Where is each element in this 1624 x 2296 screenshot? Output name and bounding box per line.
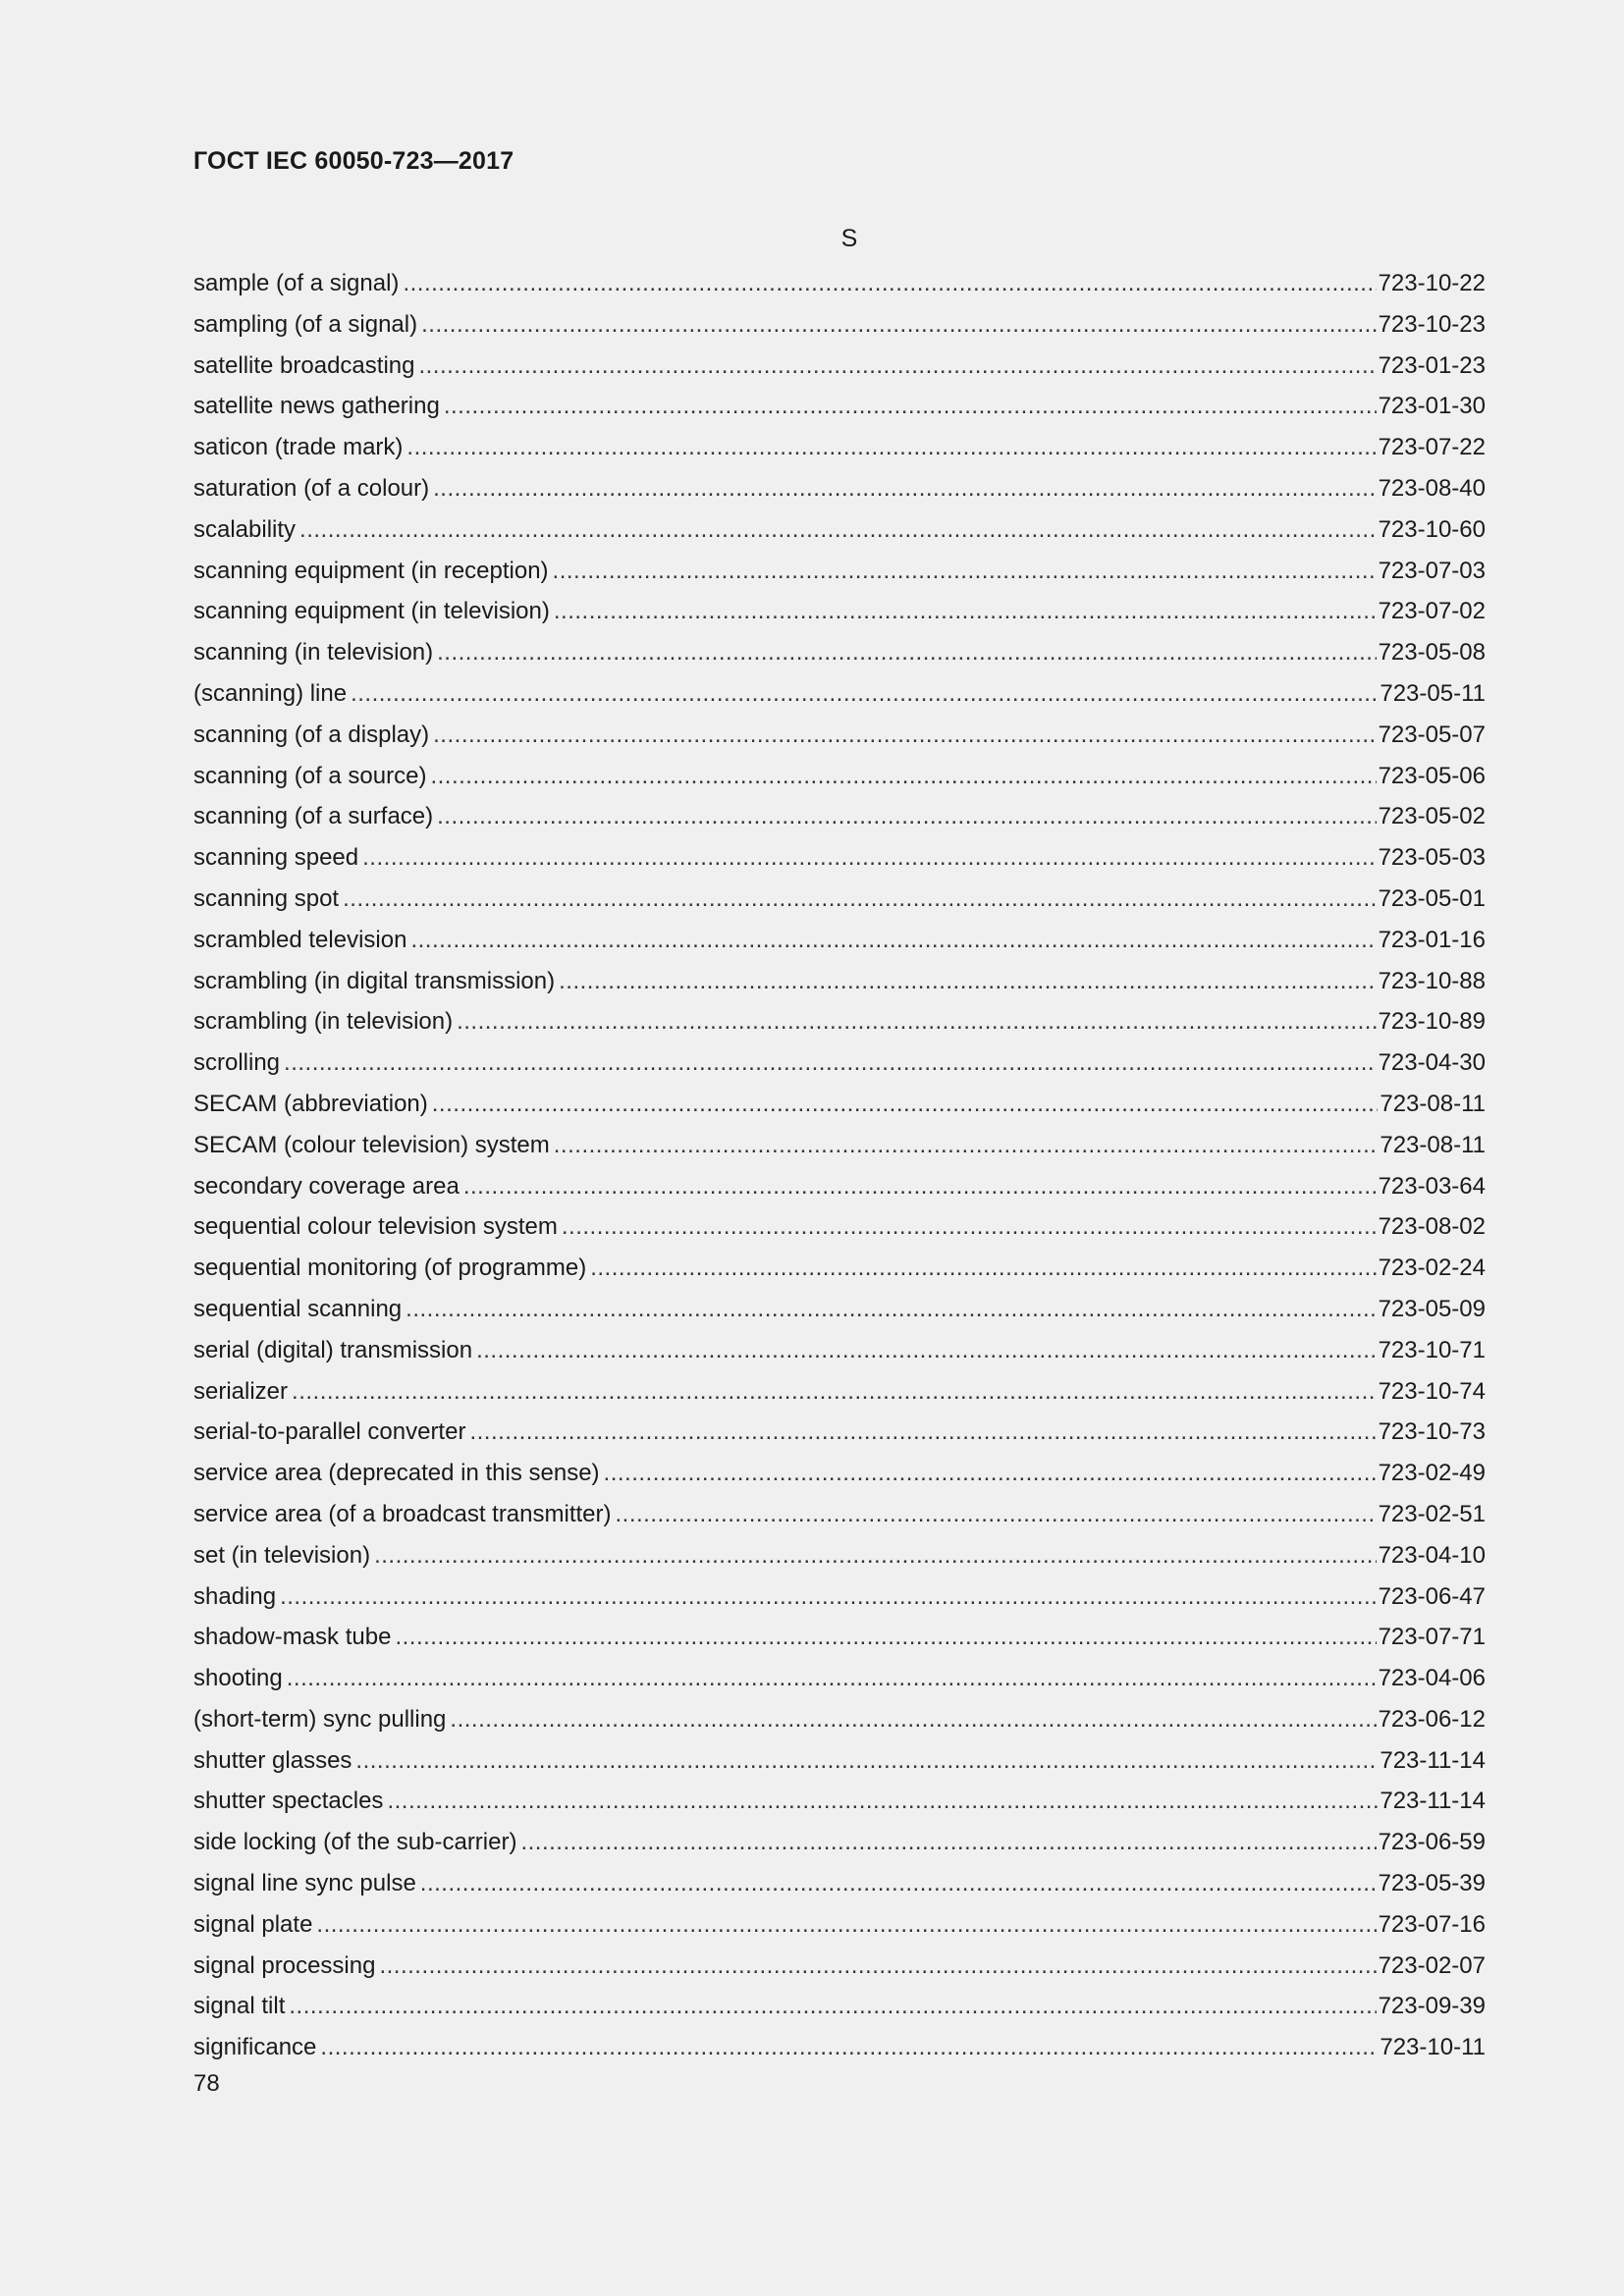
index-term: satellite broadcasting <box>193 351 415 379</box>
index-entry <box>193 798 1486 839</box>
index-entry <box>193 1783 1486 1824</box>
index-reference: 723-06-59 <box>1378 1829 1486 1856</box>
index-entry <box>193 1906 1486 1948</box>
index-reference: 723-01-23 <box>1378 351 1486 379</box>
index-term: service area (deprecated in this sense) <box>193 1460 600 1487</box>
index-term: scrolling <box>193 1049 281 1077</box>
index-reference: 723-05-07 <box>1378 721 1486 748</box>
index-term: scanning equipment (in reception) <box>193 557 549 584</box>
dot-leader <box>590 1250 1376 1286</box>
dot-leader <box>457 1003 1376 1040</box>
index-entry <box>193 1414 1486 1455</box>
dot-leader <box>406 429 1376 465</box>
index-term: shutter glasses <box>193 1746 352 1774</box>
dot-leader <box>287 1660 1377 1696</box>
dot-leader <box>562 1208 1377 1245</box>
dot-leader <box>421 306 1376 343</box>
index-term: service area (of a broadcast transmitter) <box>193 1500 612 1527</box>
index-reference: 723-04-10 <box>1378 1541 1486 1569</box>
index-term: SECAM (colour television) system <box>193 1131 550 1158</box>
index-reference: 723-01-16 <box>1378 926 1486 953</box>
index-entry <box>193 1537 1486 1578</box>
index-entry <box>193 881 1486 922</box>
index-term: serializer <box>193 1377 289 1405</box>
index-entry <box>193 1127 1486 1168</box>
dot-leader <box>320 2029 1378 2065</box>
dot-leader <box>430 758 1376 794</box>
index-entry <box>193 593 1486 634</box>
index-reference: 723-07-22 <box>1378 434 1486 461</box>
dot-leader <box>280 1578 1377 1615</box>
index-entry <box>193 634 1486 675</box>
index-term: saturation (of a colour) <box>193 474 430 502</box>
index-list <box>193 265 1486 2070</box>
index-reference: 723-08-11 <box>1380 1131 1486 1158</box>
index-term: shading <box>193 1582 277 1610</box>
index-entry <box>193 429 1486 470</box>
index-reference: 723-04-30 <box>1378 1049 1486 1077</box>
index-reference: 723-10-60 <box>1378 515 1486 543</box>
index-entry <box>193 839 1486 881</box>
index-term: signal tilt <box>193 1993 286 2020</box>
dot-leader <box>420 1865 1377 1901</box>
index-term: shooting <box>193 1665 283 1692</box>
index-term: satellite news gathering <box>193 393 440 420</box>
index-reference: 723-02-49 <box>1378 1460 1486 1487</box>
index-term: signal line sync pulse <box>193 1870 416 1897</box>
index-reference: 723-07-02 <box>1378 598 1486 625</box>
index-entry <box>193 306 1486 347</box>
index-term: serial (digital) transmission <box>193 1336 473 1363</box>
index-term: scalability <box>193 515 297 543</box>
dot-leader <box>284 1044 1377 1081</box>
index-term: scanning (of a source) <box>193 762 427 789</box>
index-entry <box>193 1044 1486 1086</box>
dot-leader <box>362 839 1376 876</box>
index-term: sequential colour television system <box>193 1213 558 1241</box>
index-entry <box>193 675 1486 717</box>
index-reference: 723-05-08 <box>1378 639 1486 667</box>
dot-leader <box>444 388 1377 424</box>
index-entry <box>193 1701 1486 1742</box>
index-reference: 723-01-30 <box>1378 393 1486 420</box>
index-term: scanning spot <box>193 884 340 912</box>
dot-leader <box>437 634 1376 670</box>
index-reference: 723-06-12 <box>1378 1705 1486 1733</box>
index-entry <box>193 347 1486 389</box>
index-term: SECAM (abbreviation) <box>193 1090 428 1117</box>
dot-leader <box>379 1948 1376 1984</box>
dot-leader <box>554 593 1377 629</box>
index-entry <box>193 1168 1486 1209</box>
index-term: shadow-mask tube <box>193 1624 392 1651</box>
index-reference: 723-11-14 <box>1380 1746 1486 1774</box>
index-reference: 723-08-40 <box>1378 474 1486 502</box>
index-entry <box>193 2029 1486 2070</box>
dot-leader <box>437 798 1376 834</box>
dot-leader <box>292 1373 1377 1410</box>
dot-leader <box>351 675 1378 712</box>
index-term: significance <box>193 2034 317 2061</box>
index-entry <box>193 1208 1486 1250</box>
index-entry <box>193 1742 1486 1784</box>
document-header: ГОСТ IEC 60050-723—2017 <box>193 147 514 175</box>
dot-leader <box>476 1332 1376 1368</box>
index-term: sample (of a signal) <box>193 270 400 296</box>
index-entry <box>193 717 1486 758</box>
dot-leader <box>355 1742 1378 1779</box>
dot-leader <box>604 1455 1377 1491</box>
index-entry <box>193 511 1486 553</box>
index-reference: 723-10-71 <box>1378 1336 1486 1363</box>
index-term: side locking (of the sub-carrier) <box>193 1829 517 1856</box>
index-entry <box>193 1660 1486 1701</box>
index-reference: 723-11-14 <box>1380 1788 1486 1815</box>
index-entry <box>193 1250 1486 1291</box>
index-reference: 723-06-47 <box>1378 1582 1486 1610</box>
index-entry <box>193 963 1486 1004</box>
index-reference: 723-03-64 <box>1378 1172 1486 1200</box>
index-entry <box>193 1291 1486 1332</box>
index-entry <box>193 388 1486 429</box>
index-entry <box>193 1948 1486 1989</box>
index-entry <box>193 1086 1486 1127</box>
dot-leader <box>616 1496 1377 1532</box>
index-entry <box>193 470 1486 511</box>
dot-leader <box>520 1824 1376 1860</box>
index-term: scanning (of a display) <box>193 721 430 748</box>
index-reference: 723-02-07 <box>1378 1951 1486 1979</box>
index-entry <box>193 1988 1486 2029</box>
index-reference: 723-10-88 <box>1378 967 1486 994</box>
index-reference: 723-10-89 <box>1378 1008 1486 1036</box>
index-reference: 723-08-11 <box>1380 1090 1486 1117</box>
dot-leader <box>406 1291 1376 1327</box>
index-entry <box>193 553 1486 594</box>
dot-leader <box>395 1619 1376 1655</box>
index-reference: 723-07-03 <box>1378 557 1486 584</box>
index-entry <box>193 1003 1486 1044</box>
index-reference: 723-04-06 <box>1378 1665 1486 1692</box>
index-term: saticon (trade mark) <box>193 434 404 461</box>
index-entry <box>193 1332 1486 1373</box>
index-entry <box>193 1619 1486 1660</box>
index-reference: 723-02-51 <box>1378 1500 1486 1527</box>
dot-leader <box>299 511 1377 548</box>
dot-leader <box>374 1537 1377 1574</box>
index-reference: 723-05-01 <box>1378 884 1486 912</box>
dot-leader <box>387 1783 1378 1819</box>
dot-leader <box>450 1701 1376 1737</box>
index-term: shutter spectacles <box>193 1788 384 1815</box>
index-reference: 723-07-16 <box>1378 1910 1486 1938</box>
index-reference: 723-09-39 <box>1378 1993 1486 2020</box>
index-term: scrambling (in digital transmission) <box>193 967 556 994</box>
index-term: serial-to-parallel converter <box>193 1418 466 1446</box>
dot-leader <box>554 1127 1379 1163</box>
index-reference: 723-10-73 <box>1378 1418 1486 1446</box>
index-entry <box>193 922 1486 963</box>
index-entry <box>193 1578 1486 1620</box>
dot-leader <box>432 1086 1379 1122</box>
dot-leader <box>289 1988 1376 2024</box>
index-term: scanning speed <box>193 844 359 872</box>
index-reference: 723-05-11 <box>1380 679 1486 707</box>
index-term: (scanning) line <box>193 679 348 707</box>
index-entry <box>193 1373 1486 1415</box>
index-term: scanning (of a surface) <box>193 803 434 830</box>
index-reference: 723-05-06 <box>1378 762 1486 789</box>
dot-leader <box>559 963 1376 999</box>
dot-leader <box>316 1906 1376 1943</box>
index-term: sequential monitoring (of programme) <box>193 1255 587 1282</box>
dot-leader <box>463 1168 1377 1204</box>
index-entry <box>193 1824 1486 1865</box>
index-term: scrambling (in television) <box>193 1008 454 1036</box>
index-term: scanning (in television) <box>193 639 434 667</box>
index-reference: 723-05-03 <box>1378 844 1486 872</box>
section-letter: S <box>840 225 858 252</box>
dot-leader <box>433 717 1376 753</box>
dot-leader <box>343 881 1376 917</box>
index-entry <box>193 1865 1486 1906</box>
dot-leader <box>469 1414 1376 1450</box>
index-term: scrambled television <box>193 926 407 953</box>
index-entry <box>193 1496 1486 1537</box>
index-reference: 723-10-74 <box>1378 1377 1486 1405</box>
index-term: sampling (of a signal) <box>193 310 418 338</box>
index-entry <box>193 758 1486 799</box>
index-term: signal plate <box>193 1910 313 1938</box>
dot-leader <box>410 922 1376 958</box>
index-term: signal processing <box>193 1951 376 1979</box>
index-reference: 723-02-24 <box>1378 1255 1486 1282</box>
index-reference: 723-10-22 <box>1378 270 1486 296</box>
index-entry <box>193 1455 1486 1496</box>
index-reference: 723-10-11 <box>1380 2034 1486 2061</box>
index-reference: 723-10-23 <box>1378 310 1486 338</box>
dot-leader <box>433 470 1376 507</box>
index-term: secondary coverage area <box>193 1172 460 1200</box>
index-entry <box>193 265 1486 306</box>
page-number: 78 <box>193 2070 220 2097</box>
index-term: sequential scanning <box>193 1295 403 1322</box>
index-reference: 723-05-09 <box>1378 1295 1486 1322</box>
index-term: (short-term) sync pulling <box>193 1705 447 1733</box>
index-term: set (in television) <box>193 1541 371 1569</box>
dot-leader <box>418 347 1376 384</box>
index-reference: 723-08-02 <box>1378 1213 1486 1241</box>
index-term: scanning equipment (in television) <box>193 598 550 625</box>
dot-leader <box>553 553 1377 589</box>
index-reference: 723-05-02 <box>1378 803 1486 830</box>
index-reference: 723-07-71 <box>1378 1624 1486 1651</box>
dot-leader <box>403 265 1376 301</box>
index-reference: 723-05-39 <box>1378 1870 1486 1897</box>
